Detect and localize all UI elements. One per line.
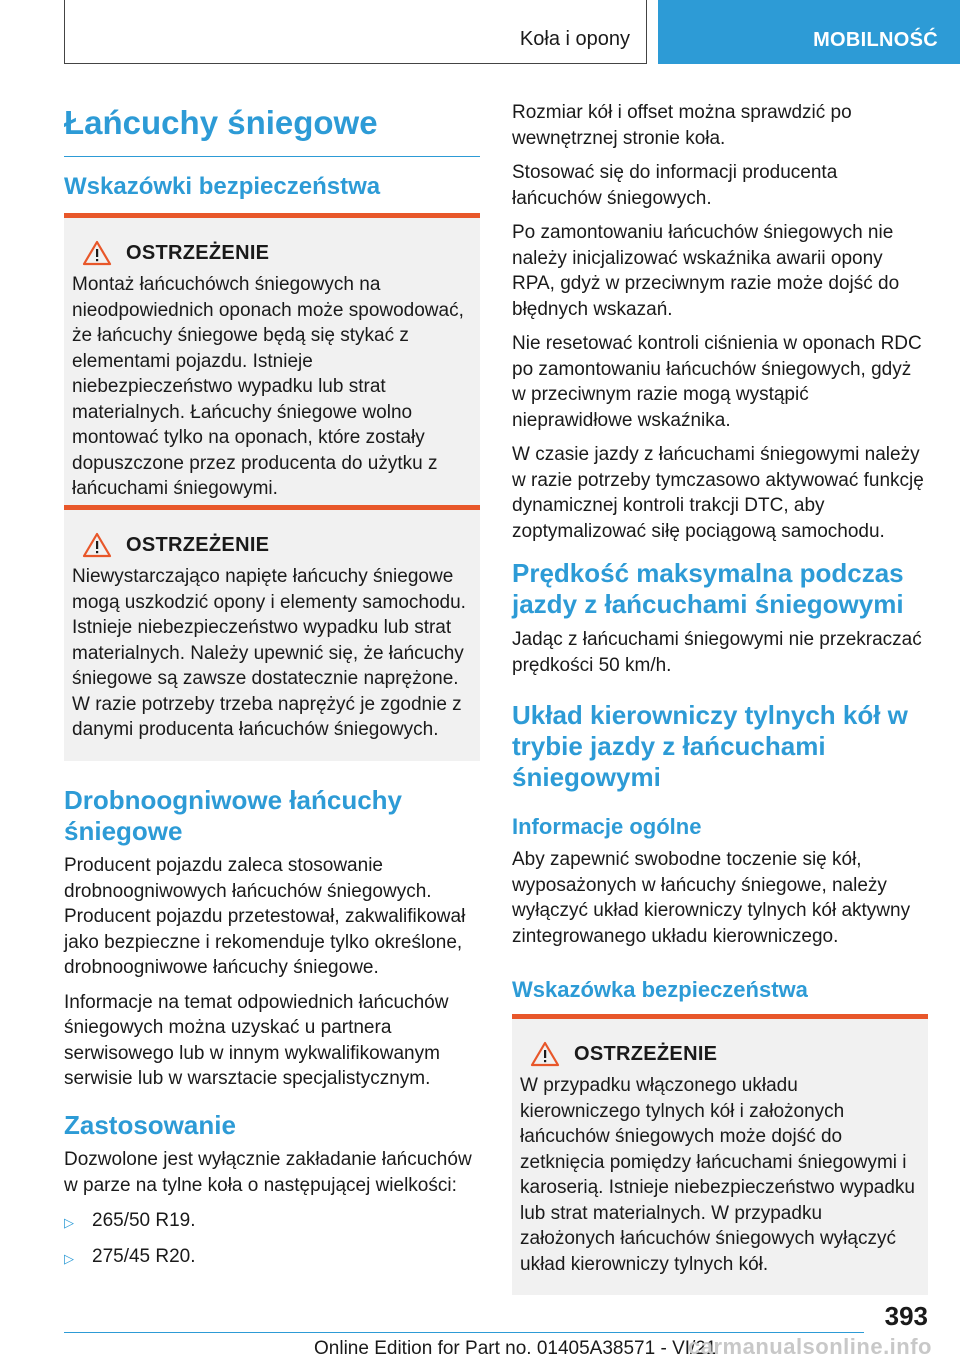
warning-box-2 xyxy=(64,505,480,761)
heading-safety-note: Wskazówka bezpieczeństwa xyxy=(512,977,808,1002)
paragraph: Po zamontowaniu łańcuchów śniegowych nie należy inicjalizować wskaźnika awarii opony RPA, gdyż w przeciwnym razie może dojść do błędnych wskazań. xyxy=(512,222,900,320)
size-list xyxy=(64,1208,480,1271)
header-section-title: Koła i opony xyxy=(519,28,630,50)
warning-label: OSTRZEŻENIE xyxy=(126,533,270,556)
warning-triangle-icon xyxy=(82,240,112,266)
intro-paragraphs xyxy=(512,100,928,544)
warning-text: Niewystarczająco napięte łańcuchy śniegowe mogą uszkodzić opony i elementy samochodu. Istnieje niebezpieczeństwo wypadku lub strat materialnych. Należy upewnić się, że łańcuchy śniegowe są zawsze dostatecznie naprężone. W razie potrzeby trzeba naprężyć je zgodnie z danymi producenta łańcuchów śniegowych. xyxy=(72,566,466,740)
heading-general-info: Informacje ogólne xyxy=(512,814,702,839)
paragraph: Informacje na temat odpowiednich łańcuchów śniegowych można uzyskać u partnera serwisowego lub w innym wykwalifikowanym serwisie lub w warsztacie specjalistycznym. xyxy=(64,991,449,1089)
paragraph: Producent pojazdu zaleca stosowanie drobnoogniwowych łańcuchów śniegowych. Producent pojazdu przetestował, zakwalifikował jako bezpieczne i rekomenduje tylko określone, drobnoogniwowe łańcuchy śniegowe. xyxy=(64,855,466,978)
warning-label: OSTRZEŻENIE xyxy=(574,1042,718,1065)
paragraph: Aby zapewnić swobodne toczenie się kół, wyposażonych w łańcuchy śniegowe, należy wyłączyć układ kierowniczy tylnych kół aktywny zintegrowanego układu kierowniczego. xyxy=(512,849,911,947)
heading-safety: Wskazówki bezpieczeństwa xyxy=(64,173,381,200)
heading-fine-chains: Drobnoogniwowe łańcuchy śniegowe xyxy=(64,785,403,846)
section-fine-chains xyxy=(64,785,480,1092)
header-section-box xyxy=(64,0,647,64)
page-title: Łańcuchy śniegowe xyxy=(64,104,480,157)
heading-rear-steering: Układ kierowniczy tylnych kół w trybie jazdy z łańcuchami śniegowymi xyxy=(512,700,908,792)
paragraph: Nie resetować kontroli ciśnienia w oponach RDC po zamontowaniu łańcuchów śniegowych, gdyż w przeciwnym razie mogą wystąpić nieprawidłowe wskaźnika. xyxy=(512,333,922,431)
watermark: carmanualsonline.info xyxy=(688,1334,932,1359)
paragraph: Rozmiar kół i offset można sprawdzić po wewnętrznej stronie koła. xyxy=(512,102,852,149)
section-rear-steering xyxy=(512,700,928,949)
warning-box-1 xyxy=(64,213,480,520)
paragraph: Jadąc z łańcuchami śniegowymi nie przekraczać prędkości 50 km/h. xyxy=(512,629,922,676)
paragraph: W czasie jazdy z łańcuchami śniegowymi należy w razie potrzeby tymczasowo aktywować funkcję dynamicznej kontroli trakcji DTC, aby zoptymalizować siłę pociągową samochodu. xyxy=(512,444,924,542)
page-number: 393 xyxy=(884,1301,928,1331)
heading-max-speed: Prędkość maksymalna podczas jazdy z łańcuchami śniegowymi xyxy=(512,558,904,619)
header-chapter-label: MOBILNOŚĆ xyxy=(813,29,938,51)
section-usage xyxy=(64,1110,480,1271)
warning-box-3 xyxy=(512,1014,928,1295)
triangle-bullet-icon: ▷ xyxy=(64,1215,74,1230)
warning-label: OSTRZEŻENIE xyxy=(126,241,270,264)
footer-edition: Online Edition for Part no. 01405A38571 - VI/21 xyxy=(314,1338,717,1359)
paragraph: Dozwolone jest wyłącznie zakładanie łańcuchów w parze na tylne koła o następującej wielkości: xyxy=(64,1149,472,1196)
triangle-bullet-icon: ▷ xyxy=(64,1251,74,1266)
warning-triangle-icon xyxy=(82,532,112,558)
section-max-speed xyxy=(512,558,928,678)
paragraph: Stosować się do informacji producenta łańcuchów śniegowych. xyxy=(512,162,838,209)
warning-triangle-icon xyxy=(530,1041,560,1067)
list-item-text: 265/50 R19. xyxy=(92,1210,196,1231)
header-chapter-tab xyxy=(658,0,960,64)
list-item xyxy=(64,1244,480,1271)
footer-divider xyxy=(64,1332,864,1333)
warning-text: Montaż łańcuchówch śniegowych na nieodpowiednich oponach może spowodować, że łańcuchy śniegowe będą się stykać z elementami pojazdu. Istnieje niebezpieczeństwo wypadku lub strat materialnych. Łańcuchy śniegowe wolno montować tylko na oponach, które zostały dopuszczone przez producenta do użytku z łańcuchami śniegowymi. xyxy=(72,274,464,499)
warning-text: W przypadku włączonego układu kierowniczego tylnych kół i założonych łańcuchów śniegowych może dojść do zetknięcia pomiędzy łańcuchami śniegowymi i karoserią. Istnieje niebezpieczeństwo wypadku lub strat materialnych. W przypadku założonych łańcuchów śniegowych wyłączyć układ kierowniczy tylnych kół. xyxy=(520,1075,915,1275)
heading-usage: Zastosowanie xyxy=(64,1110,236,1140)
list-item xyxy=(64,1208,480,1235)
list-item-text: 275/45 R20. xyxy=(92,1246,196,1267)
